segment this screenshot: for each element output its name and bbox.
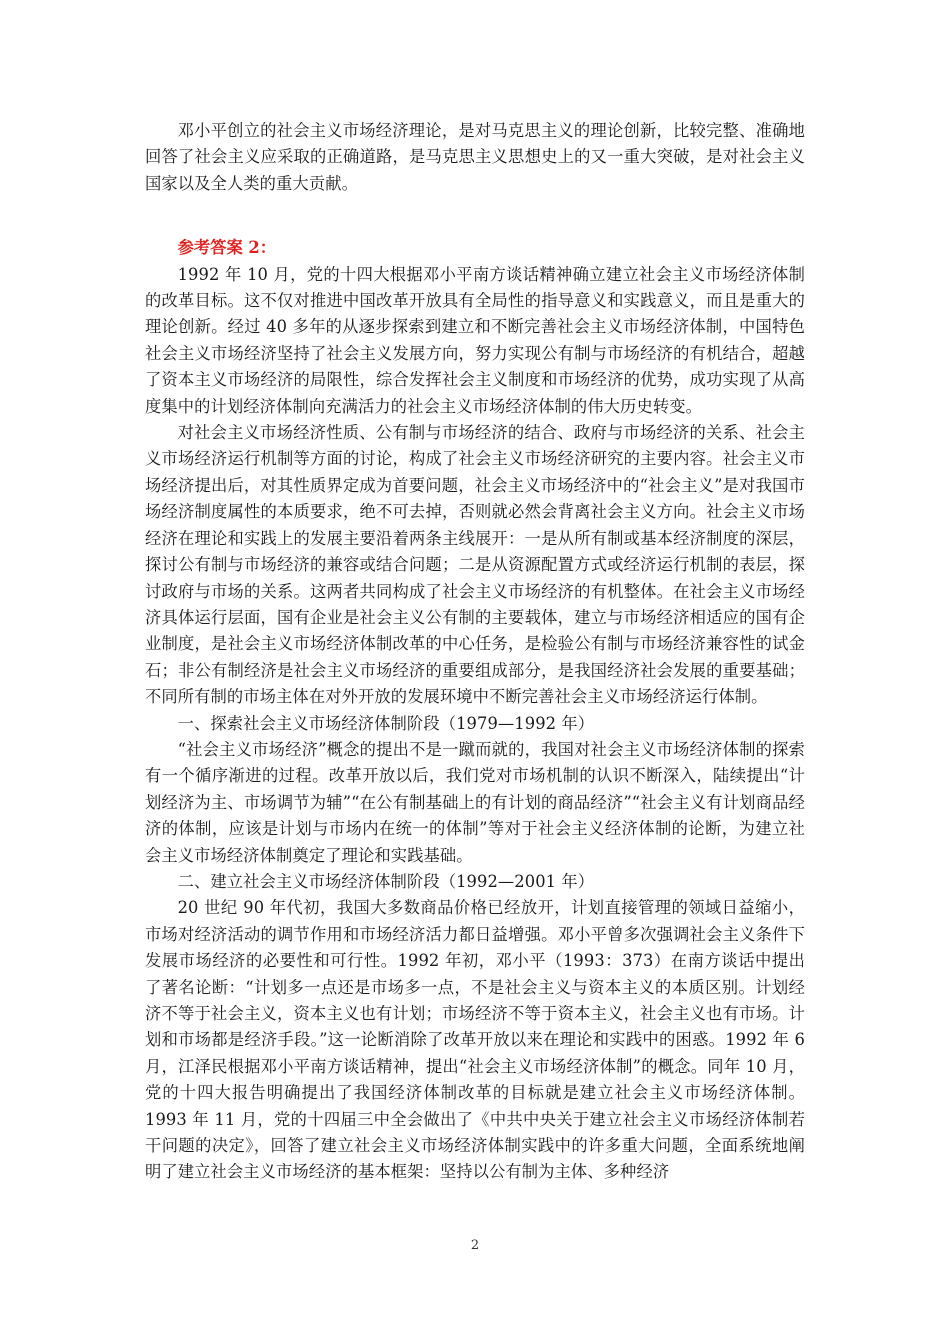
- intro-paragraph: 邓小平创立的社会主义市场经济理论，是对马克思主义的理论创新，比较完整、准确地回答了社会主义应采取的正确道路，是马克思主义思想史上的又一重大突破，是对社会主义国家以及全人类的重大贡献。: [145, 121, 805, 193]
- page-number: 2: [470, 1238, 480, 1253]
- section-heading-exploration: 一、探索社会主义市场经济体制阶段（1979—1992 年）: [177, 713, 595, 733]
- document-body: [145, 118, 805, 1186]
- section-heading-establishment: 二、建立社会主义市场经济体制阶段（1992—2001 年）: [177, 871, 595, 891]
- paragraph-exploration: “社会主义市场经济”概念的提出不是一蹴而就的，我国对社会主义市场经济体制的探索有一个循序渐进的过程。改革开放以后，我们党对市场机制的认识不断深入，陆续提出“计划经济为主、市场调节为辅”“在公有制基础上的有计划的商品经济”“社会主义有计划商品经济的体制，应该是计划与市场内在统一的体制”等对于社会主义经济体制的论断，为建立社会主义市场经济体制奠定了理论和实践基础。: [145, 739, 805, 865]
- answer-label: 参考答案 2：: [177, 238, 276, 258]
- paragraph-research-content: 对社会主义市场经济性质、公有制与市场经济的结合、政府与市场经济的关系、社会主义市场经济运行机制等方面的讨论，构成了社会主义市场经济研究的主要内容。社会主义市场经济提出后，对其性质界定成为首要问题，社会主义市场经济中的“社会主义”是对我国市场经济制度属性的本质要求，绝不可去掉，否则就必然会背离社会主义方向。社会主义市场经济在理论和实践上的发展主要沿着两条主线展开：一是从所有制或基本经济制度的深层，探讨公有制与市场经济的兼容或结合问题；二是从资源配置方式或经济运行机制的表层，探讨政府与市场的关系。这两者共同构成了社会主义市场经济的有机整体。在社会主义市场经济具体运行层面，国有企业是社会主义公有制的主要载体，建立与市场经济相适应的国有企业制度，是社会主义市场经济体制改革的中心任务，是检验公有制与市场经济兼容性的试金石；非公有制经济是社会主义市场经济的重要组成部分，是我国经济社会发展的重要基础；不同所有制的市场主体在对外开放的发展环境中不断完善社会主义市场经济运行体制。: [145, 423, 805, 707]
- paragraph-reform-goal: 1992 年 10 月，党的十四大根据邓小平南方谈话精神确立建立社会主义市场经济体制的改革目标。这不仅对推进中国改革开放具有全局性的指导意义和实践意义，而且是重大的理论创新。经过 40 多年的从逐步探索到建立和不断完善社会主义市场经济体制，中国特色社会主义市场经济坚持了社会主义发展方向，努力实现公有制与市场经济的有机结合，超越了资本主义市场经济的局限性，综合发挥社会主义制度和市场经济的优势，成功实现了从高度集中的计划经济体制向充满活力的社会主义市场经济体制的伟大历史转变。: [145, 264, 805, 416]
- paragraph-establishment: 20 世纪 90 年代初，我国大多数商品价格已经放开，计划直接管理的领域日益缩小，市场对经济活动的调节作用和市场经济活力都日益增强。邓小平曾多次强调社会主义条件下发展市场经济的必要性和可行性。1992 年初，邓小平（1993：373）在南方谈话中提出了著名论断：“计划多一点还是市场多一点，不是社会主义与资本主义的本质区别。计划经济不等于社会主义，资本主义也有计划；市场经济不等于资本主义，社会主义也有市场。计划和市场都是经济手段。”这一论断消除了改革开放以来在理论和实践中的困惑。1992 年 6 月，江泽民根据邓小平南方谈话精神，提出“社会主义市场经济体制”的概念。同年 10 月，党的十四大报告明确提出了我国经济体制改革的目标就是建立社会主义市场经济体制。1993 年 11 月，党的十四届三中全会做出了《中共中央关于建立社会主义市场经济体制若干问题的决定》，回答了建立社会主义市场经济体制实践中的许多重大问题，全面系统地阐明了建立社会主义市场经济的基本框架：坚持以公有制为主体、多种经济: [145, 898, 805, 1182]
- paragraph-gap: [145, 197, 805, 235]
